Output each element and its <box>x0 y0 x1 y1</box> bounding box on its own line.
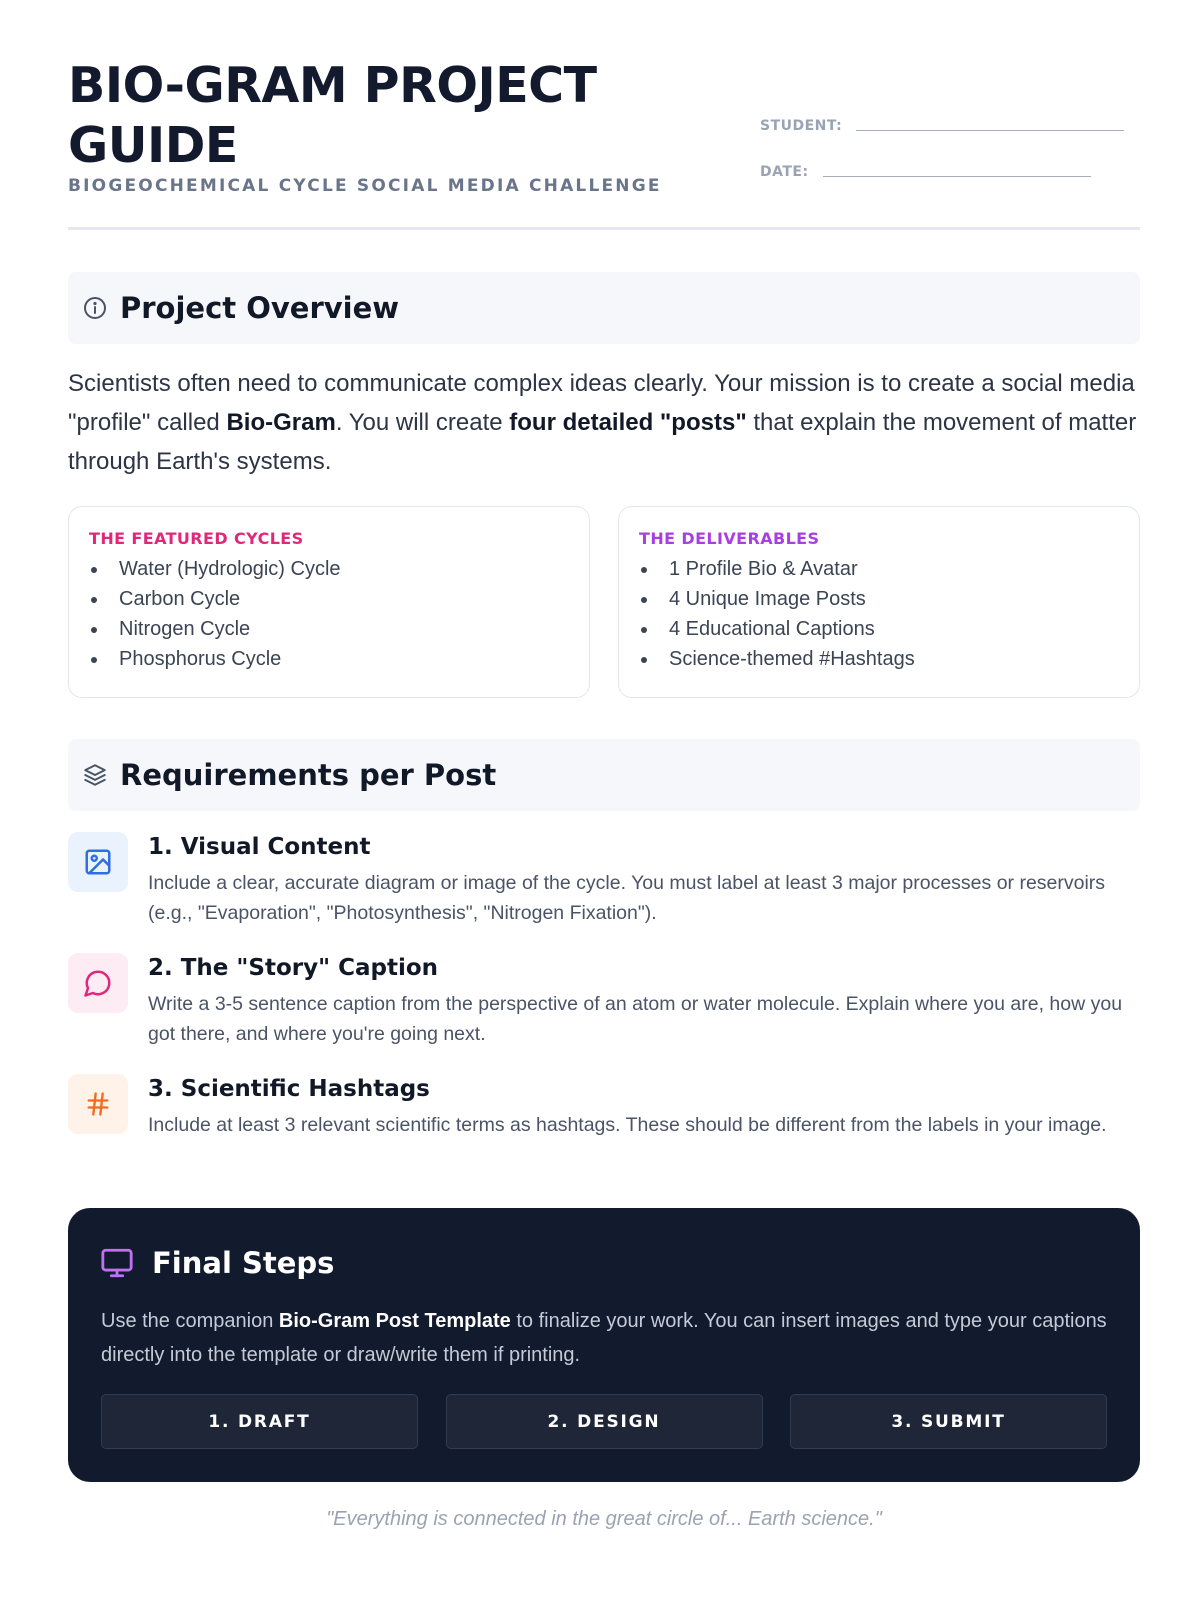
final-steps-heading: Final Steps <box>152 1246 335 1280</box>
overview-cards <box>68 506 1140 698</box>
date-line[interactable] <box>823 176 1091 177</box>
featured-cycles-list <box>89 554 569 674</box>
requirement-title: 3. Scientific Hashtags <box>148 1076 430 1102</box>
overview-heading: Project Overview <box>120 291 400 325</box>
requirement-story-caption <box>68 953 1140 1053</box>
list-item: 4 Educational Captions <box>639 614 1119 644</box>
deliverables-card <box>618 506 1140 698</box>
info-icon <box>82 295 108 321</box>
deliverables-title: THE DELIVERABLES <box>639 529 820 548</box>
page-subtitle: BIOGEOCHEMICAL CYCLE SOCIAL MEDIA CHALLENGE <box>68 176 662 196</box>
requirement-visual-content <box>68 832 1140 932</box>
chat-bubble-icon <box>68 953 128 1013</box>
student-line[interactable] <box>856 130 1124 131</box>
page-title: BIO-GRAM PROJECT GUIDE <box>68 57 597 174</box>
final-text-1: Use the companion <box>101 1310 279 1332</box>
final-text-2: to finalize your work. You can insert images and type your captions directly into the template or draw/write them if printing. <box>101 1310 1107 1366</box>
requirements-heading: Requirements per Post <box>120 758 497 792</box>
final-steps-header <box>100 1246 334 1280</box>
requirement-text: Include at least 3 relevant scientific terms as hashtags. These should be different from the labels in your image. <box>148 1114 1107 1136</box>
submit-button[interactable]: 3. SUBMIT <box>790 1394 1107 1449</box>
layers-icon <box>82 762 108 788</box>
requirement-text: Write a 3-5 sentence caption from the perspective of an atom or water molecule. Explain where you are, how you got there, and where you're going next. <box>148 993 1123 1045</box>
student-label: STUDENT: <box>760 118 843 134</box>
requirement-title: 1. Visual Content <box>148 834 371 860</box>
student-field <box>760 118 1124 134</box>
hashtag-icon <box>68 1074 128 1134</box>
date-label: DATE: <box>760 164 809 180</box>
page <box>68 0 1140 1600</box>
requirement-title: 2. The "Story" Caption <box>148 955 439 981</box>
date-field <box>760 164 1091 180</box>
deliverables-list <box>639 554 1119 674</box>
intro-bold-2: four detailed "posts" <box>509 409 747 436</box>
list-item: Carbon Cycle <box>89 584 569 614</box>
list-item: 4 Unique Image Posts <box>639 584 1119 614</box>
list-item: 1 Profile Bio & Avatar <box>639 554 1119 584</box>
footer-quote: "Everything is connected in the great circle of... Earth science." <box>326 1508 882 1530</box>
final-text-bold: Bio-Gram Post Template <box>278 1310 511 1332</box>
requirements-section-header <box>68 739 1140 811</box>
monitor-icon <box>100 1246 134 1280</box>
featured-cycles-title: THE FEATURED CYCLES <box>89 529 304 548</box>
intro-text-3: that explain the movement of matter through Earth's systems. <box>68 409 1137 475</box>
list-item: Water (Hydrologic) Cycle <box>89 554 569 584</box>
page-header <box>68 56 1140 230</box>
requirement-text: Include a clear, accurate diagram or image of the cycle. You must label at least 3 major processes or reservoirs (e.g., "Evaporation", "Photosynthesis", "Nitrogen Fixation"). <box>148 872 1106 924</box>
list-item: Science-themed #Hashtags <box>639 644 1119 674</box>
draft-button[interactable]: 1. DRAFT <box>101 1394 418 1449</box>
intro-text-1: Scientists often need to communicate complex ideas clearly. Your mission is to create a social media "profile" called <box>68 370 1135 436</box>
overview-intro <box>68 364 1140 481</box>
requirement-scientific-hashtags <box>68 1074 1140 1174</box>
final-steps-text <box>101 1304 1111 1372</box>
image-icon <box>68 832 128 892</box>
overview-section-header <box>68 272 1140 344</box>
list-item: Nitrogen Cycle <box>89 614 569 644</box>
design-button[interactable]: 2. DESIGN <box>446 1394 763 1449</box>
featured-cycles-card <box>68 506 590 698</box>
final-steps-panel <box>68 1208 1140 1482</box>
intro-text-2: . You will create <box>335 409 510 436</box>
intro-bold-1: Bio-Gram <box>226 409 336 436</box>
list-item: Phosphorus Cycle <box>89 644 569 674</box>
step-buttons <box>101 1394 1107 1449</box>
